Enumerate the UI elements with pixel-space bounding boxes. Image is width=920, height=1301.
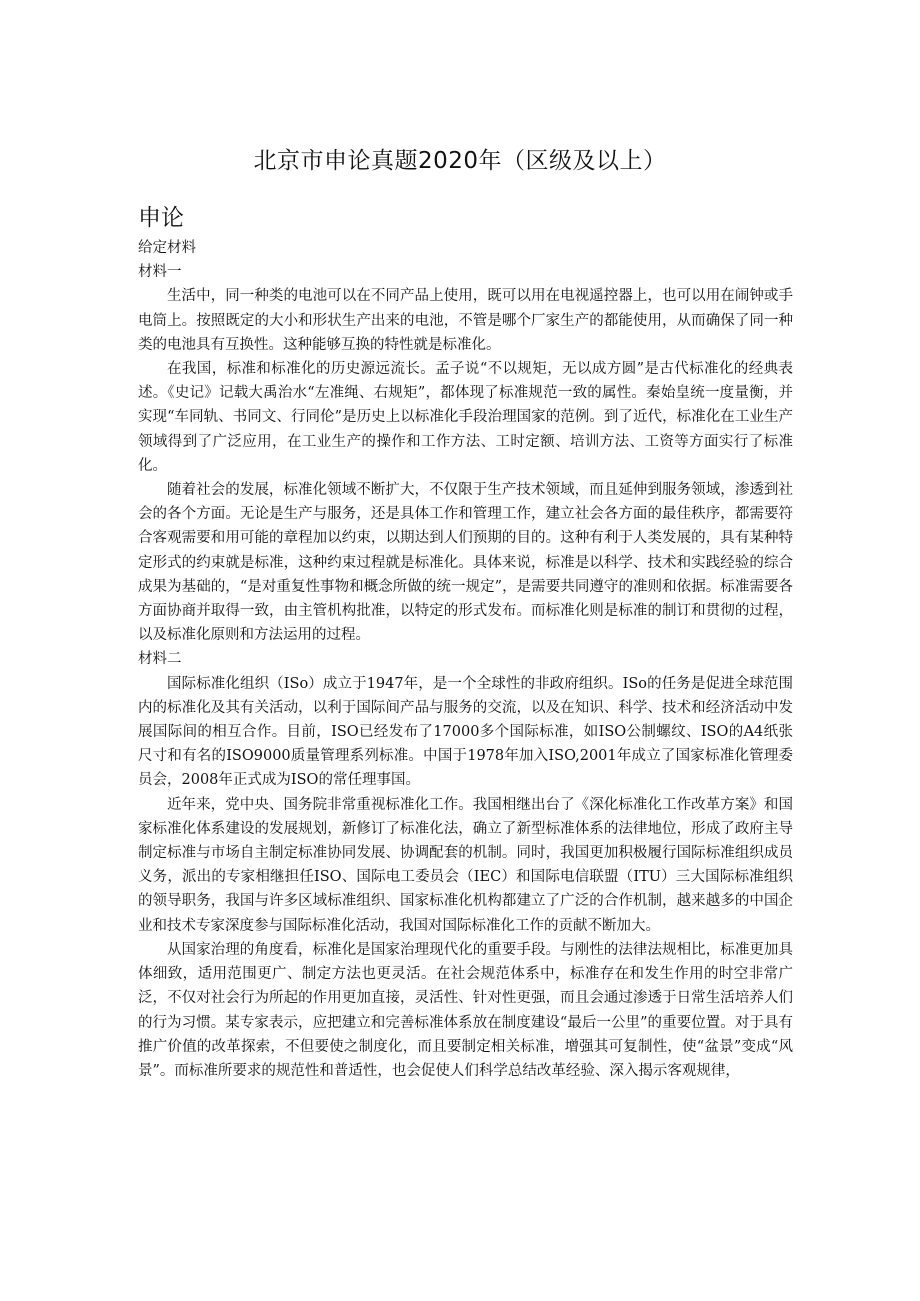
- material-1-paragraph-1: 生活中，同一种类的电池可以在不同产品上使用，既可以用在电视遥控器上，也可以用在闹钟或手电筒上。按照既定的大小和形状生产出来的电池，不管是哪个厂家生产的都能使用，从而确保了同一种类的电池具有互换性。这种能够互换的特性就是标准化。: [138, 288, 793, 353]
- material-2-label: 材料二: [138, 651, 182, 668]
- material-1-paragraph-3: 随着社会的发展，标准化领域不断扩大，不仅限于生产技术领域，而且延伸到服务领域，渗透到社会的各个方面。无论是生产与服务，还是具体工作和管理工作，建立社会各方面的最佳秩序，都需要符合客观需要和用可能的章程加以约束，以期达到人们预期的目的。这种有利于人类发展的，具有某种特定形式的约束就是标准，这种约束过程就是标准化。具体来说，标准是以科学、技术和实践经验的综合成果为基础的，“是对重复性事物和概念所做的统一规定”，是需要共同遵守的准则和依据。标准需要各方面协商并取得一致，由主管机构批准，以特定的形式发布。而标准化则是标准的制订和贯彻的过程，以及标准化原则和方法运用的过程。: [138, 482, 793, 644]
- section-heading: 申论: [138, 205, 184, 231]
- given-materials-label: 给定材料: [138, 240, 196, 256]
- material-2-paragraph-2: 近年来，党中央、国务院非常重视标准化工作。我国相继出台了《深化标准化工作改革方案》和国家标准化体系建设的发展规划，新修订了标准化法，确立了新型标准体系的法律地位，形成了政府主导制定标准与市场自主制定标准协同发展、协调配套的机制。同时，我国更加积极履行国际标准组织成员义务，派出的专家相继担任ISO、国际电工委员会（IEC）和国际电信联盟（ITU）三大国际标准组织的领导职务，我国与许多区域标准组织、国家标准化机构都建立了广泛的合作机制，越来越多的中国企业和技术专家深度参与国际标准化活动，我国对国际标准化工作的贡献不断加大。: [138, 796, 793, 934]
- material-1-label: 材料一: [138, 264, 182, 281]
- document-title: 北京市申论真题2020年（区级及以上）: [253, 148, 667, 174]
- material-2-paragraph-1: 国际标准化组织（ISo）成立于1947年，是一个全球性的非政府组织。ISo的任务是促进全球范围内的标准化及其有关活动，以利于国际间产品与服务的交流，以及在知识、科学、技术和经济活动中发展国际间的相互合作。目前，ISO已经发布了17000多个国际标准，如ISO公制螺纹、ISO的A4纸张尺寸和有名的ISO9000质量管理系列标准。中国于1978年加入ISO,2001年成立了国家标准化管理委员会，2008年正式成为ISO的常任理事国。: [138, 675, 793, 789]
- material-2-paragraph-3: 从国家治理的角度看，标准化是国家治理现代化的重要手段。与刚性的法律法规相比，标准更加具体细致，适用范围更广、制定方法也更灵活。在社会规范体系中，标准存在和发生作用的时空非常广泛，不仅对社会行为所起的作用更加直接，灵活性、针对性更强，而且会通过渗透于日常生活培养人们的行为习惯。某专家表示，应把建立和完善标准体系放在制度建设“最后一公里”的重要位置。对于具有推广价值的改革探索，不但要使之制度化，而且要制定相关标准，增强其可复制性，使“盆景”变成“风景”。而标准所要求的规范性和普适性，也会促使人们科学总结改革经验、深入揭示客观规律，: [138, 941, 793, 1079]
- material-1-paragraph-2: 在我国，标准和标准化的历史源远流长。孟子说“不以规矩，无以成方圆”是古代标准化的经典表述。《史记》记载大禹治水“左准绳、右规矩”，都体现了标准规范一致的属性。秦始皇统一度量衡，并实现“车同轨、书同文、行同伦”是历史上以标准化手段治理国家的范例。到了近代，标准化在工业生产领域得到了广泛应用，在工业生产的操作和工作方法、工时定额、培训方法、工资等方面实行了标准化。: [138, 361, 793, 474]
- document-body: [138, 200, 793, 1083]
